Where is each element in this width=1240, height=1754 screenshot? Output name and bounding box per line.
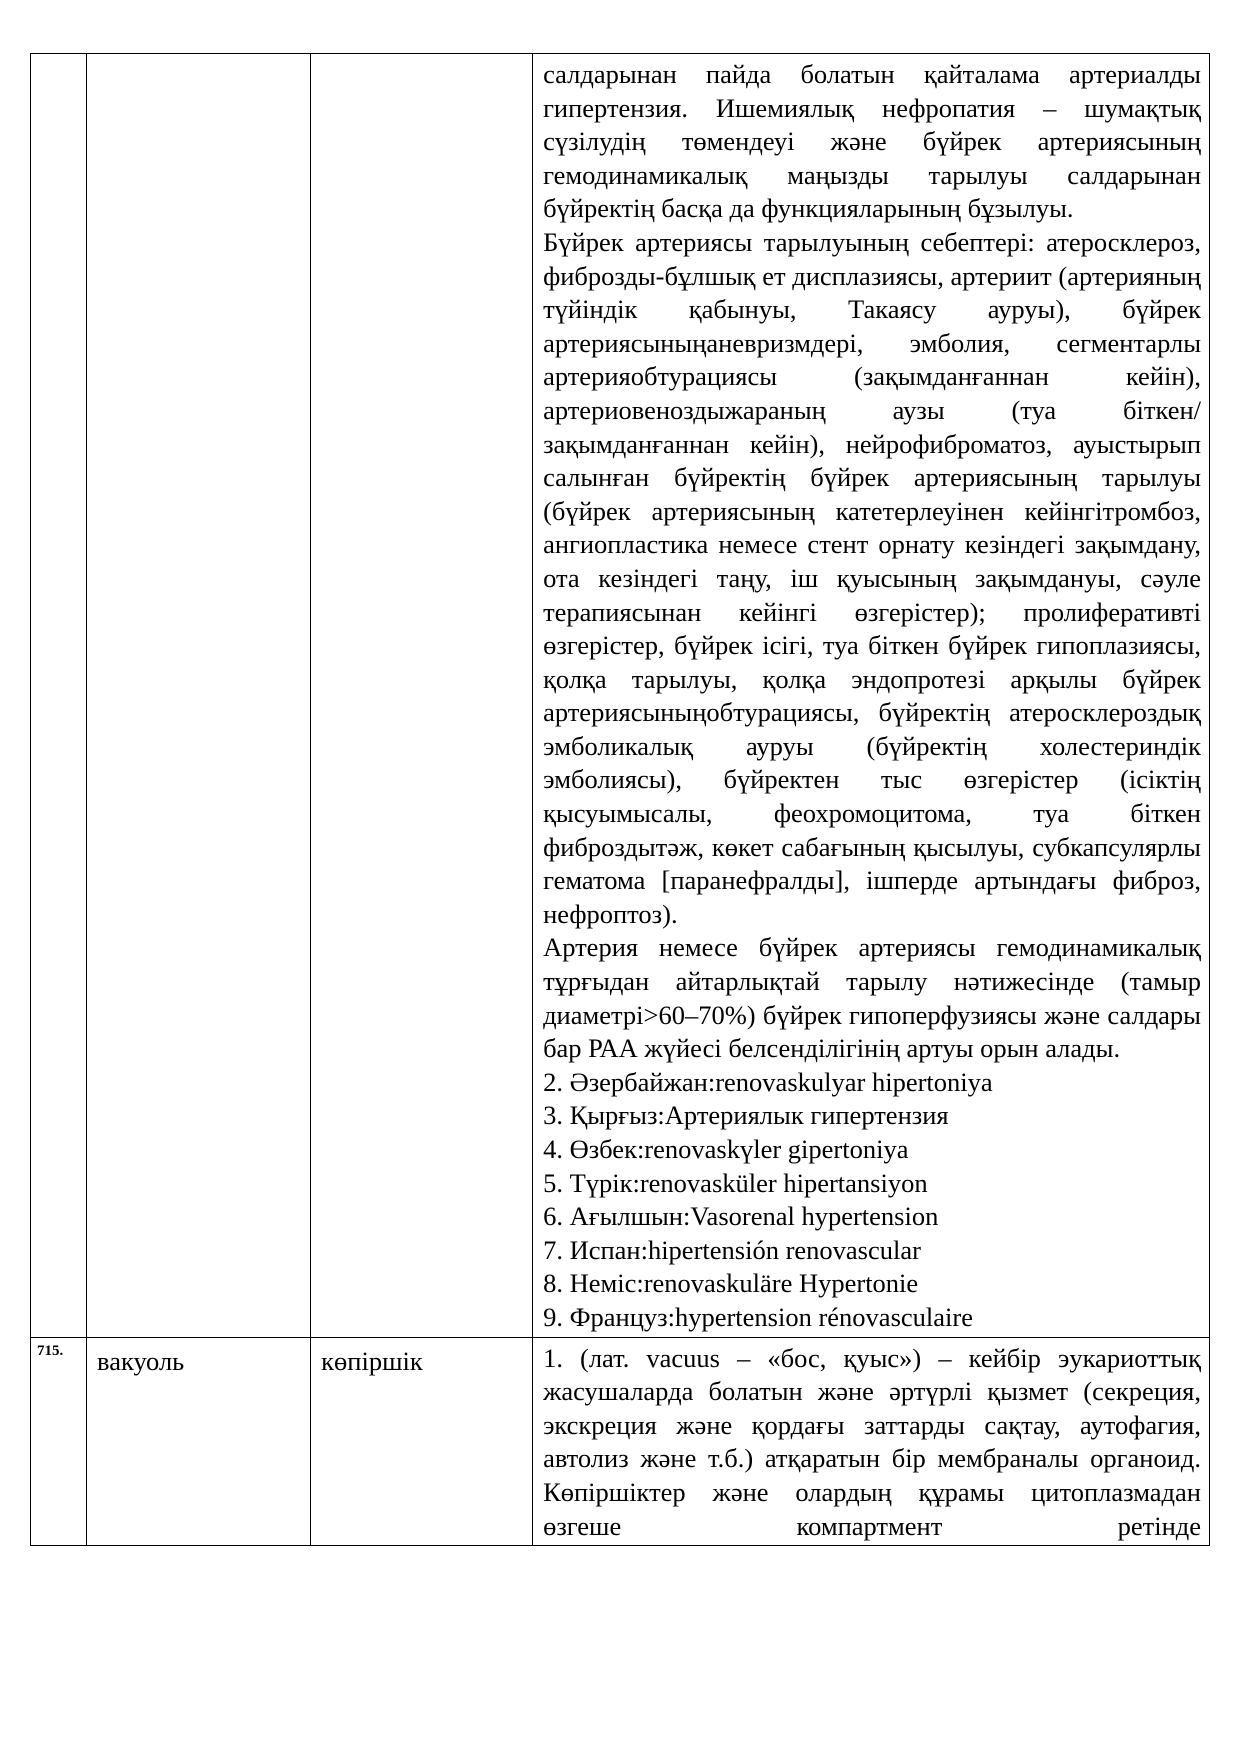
language-translation: 6. Ағылшын:Vasorenal hypertension bbox=[543, 1201, 939, 1232]
definition-cell bbox=[533, 1337, 1210, 1546]
row-number: 715. bbox=[31, 1337, 87, 1546]
table-row bbox=[31, 1337, 1210, 1546]
translation-cell bbox=[311, 54, 533, 1338]
translation-cell: көпіршік bbox=[311, 1337, 533, 1546]
language-translation: 4. Өзбек:renovaskүler gipertoniya bbox=[543, 1134, 909, 1164]
definition-cell bbox=[533, 54, 1210, 1338]
language-translation: 5. Түрік:renovasküler hipertansiyon bbox=[543, 1167, 928, 1198]
table-row bbox=[31, 54, 1210, 1338]
definition-paragraph: 1. (лат. vacuus – «бос, қуыс») – кейбір эукариоттық жасушаларда болатын және әртүрлі қызмет (секреция, экскреция және қордағы заттарды сақтау, аутофагия, автолиз және т.б.) атқаратын бір мембраналы органоид. Көпіршіктер және олардың құрамы цитоплазмадан өзгеше компартмент ретінде bbox=[543, 1342, 1201, 1541]
row-number bbox=[31, 54, 87, 1338]
definition-paragraph: салдарынан пайда болатын қайталама артериалды гипертензия. Ишемиялық нефропатия – шумақтық сүзілудің төмендеуі және бүйрек артериясының гемодинамикалық маңызды тарылуы салдарынан бүйректің басқа да функцияларының бұзылуы. bbox=[543, 59, 1201, 224]
glossary-table bbox=[30, 53, 1210, 1546]
language-translation: 3. Қырғыз:Артериялык гипертензия bbox=[543, 1100, 949, 1131]
term-cell bbox=[87, 54, 311, 1338]
language-translation: 7. Испан:hipertensión renovascular bbox=[543, 1234, 921, 1265]
language-translation: 2. Әзербайжан:renovaskulyar hipertoniya bbox=[543, 1066, 993, 1097]
language-translation: 8. Неміс:renovaskuläre Hypertonie bbox=[543, 1268, 919, 1299]
definition-paragraph: Артерия немесе бүйрек артериясы гемодинамикалық тұрғыдан айтарлықтай тарылу нәтижесінде (тамыр диаметрі>60–70%) бүйрек гипоперфузиясы және салдары бар РАА жүйесі белсенділігінің артуы орын алады. bbox=[543, 932, 1201, 1064]
definition-paragraph: Бүйрек артериясы тарылуының себептері: атеросклероз, фиброзды-бұлшық ет дисплазиясы, артериит (артерияның түйіндік қабынуы, Такаясу ауруы), бүйрек артериясыныңаневризмдері, эмболия, сегментарлы артерияобтурациясы (зақымданғаннан кейін), артериовеноздыжараның аузы (туа біткен/зақымданғаннан кейін), нейрофиброматоз, ауыстырып салынған бүйректің бүйрек артериясының тарылуы (бүйрек артериясының катетерлеуінен кейінгітромбоз, ангиопластика немесе стент орнату кезіндегі зақымдану, ота кезіндегі таңу, іш қуысының зақымдануы, сәуле терапиясынан кейінгі өзгерістер); пролиферативті өзгерістер, бүйрек ісігі, туа біткен бүйрек гипоплазиясы, қолқа тарылуы, қолқа эндопротезі арқылы бүйрек артериясыныңобтурациясы, бүйректің атеросклероздық эмболикалық ауруы (бүйректің холестериндік эмболиясы), бүйректен тыс өзгерістер (ісіктің қысуымысалы, феохромоцитома, туа біткен фиброздытәж, көкет сабағының қысылуы, субкапсулярлы гематома [паранефралды], ішперде артындағы фиброз, нефроптоз). bbox=[543, 226, 1201, 929]
term-cell: вакуоль bbox=[87, 1337, 311, 1546]
language-translation: 9. Француз:hypertension rénovasculaire bbox=[543, 1301, 973, 1332]
